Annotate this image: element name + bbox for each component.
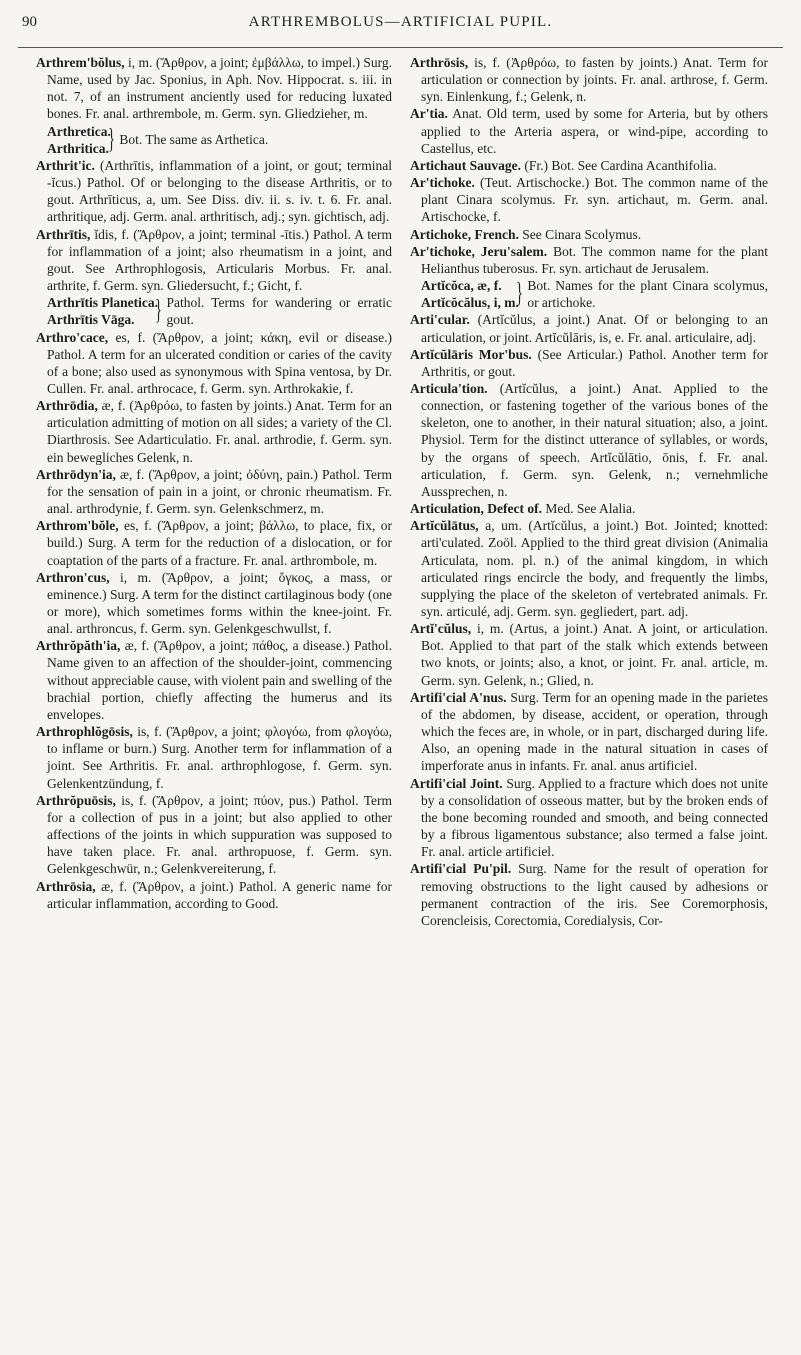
dictionary-entry — [36, 517, 392, 568]
dictionary-entry — [36, 723, 392, 792]
entry-headword: Ar'tichoke, Jeru'salem. — [410, 243, 548, 259]
entry-definition: Bot. Names for the plant Cinara scolymus, or artichoke. — [527, 278, 768, 311]
entry-headword: Arthron'cus, — [36, 569, 110, 585]
bracketed-entry — [36, 123, 392, 157]
entry-headword: Arthrōsis, — [410, 55, 469, 70]
entry-headword: Arthro'cace, — [36, 329, 109, 345]
entry-headword: Articulation, Defect of. — [410, 501, 542, 517]
entry-headword: Arthrōdyn'ia, — [36, 466, 116, 482]
entry-headword: Arthretica. — [47, 123, 111, 139]
brace-mark: } — [107, 123, 115, 155]
entry-headword: Arthrītis Planetica. — [47, 295, 158, 311]
entry-headword: Artifi'cial Joint. — [410, 775, 503, 791]
bracketed-entry — [36, 294, 392, 328]
entry-headword: Artichaut Sauvage. — [410, 157, 521, 173]
dictionary-entry — [36, 54, 392, 123]
dictionary-entry — [410, 174, 768, 225]
dictionary-entry — [36, 878, 392, 912]
entry-definition: (Artĭcŭlus, a joint.) Anat. Applied to the connection, or fastening together of the various bones of the skeleton, one to another, in their natural situation; also, a joint. Physiol. Term for the distinct utterance of syllables, or words, by the organs of speech. Artĭcŭlātio, ōnis, f. Fr. anal. articulation, f. Germ. syn. Gelenk, n.; vernehmliche Aussprechen, n. — [421, 380, 768, 499]
entry-definition: i, m. (Ἄρθρον, a joint; ὄγκος, a mass, or eminence.) Surg. A term for the distinct cartilaginous body (one or more), which sometimes forms within the knee-joint. Fr. anal. arthroncus, f. Germ. syn. Gelenkgeschwullst, f. — [47, 569, 392, 637]
entry-definition: (Arthrītis, inflammation of a joint, or gout; terminal -ĭcus.) Pathol. Of or belonging to the disease Arthritis, or to gout. Arthrīticus, a, um. See Diss. div. ii. s. iv. t. 6. Fr. anal. arthritique, adj. Germ. anal. arthritisch, adj.; syn. gichtisch, adj. — [47, 157, 392, 225]
dictionary-entry — [410, 380, 768, 500]
entry-headword: Arthrit'ic. — [36, 157, 95, 173]
dictionary-entry — [36, 637, 392, 723]
entry-headword: Arti'cular. — [410, 312, 470, 328]
dictionary-entry — [410, 775, 768, 861]
bracketed-entry — [410, 277, 768, 311]
entry-definition: æ, f. (Ἀρθρόω, to fasten by joints.) Anat. Term for an articulation admitting of motion on all sides; a variety of the Cl. Diarthrosis. See Adarticulatio. Fr. anal. arthrodie, f. Germ. syn. ein bewegliches Gelenk, n. — [47, 398, 392, 465]
entry-headword: Arthritica. — [47, 140, 109, 156]
dictionary-entry — [410, 689, 768, 775]
entry-definition: (Teut. Artischocke.) Bot. The common name of the plant Cinara scolymus. Fr. syn. artichaut, m. Germ. anal. Artischocke, f. — [421, 175, 768, 225]
entry-headword: Ar'tichoke. — [410, 175, 475, 191]
dictionary-entry — [410, 620, 768, 689]
entry-definition: Surg. Applied to a fracture which does not unite by a consolidation of osseous matter, but by the broken ends of the bone becoming rounded and smooth, and being connected by a fibrous ligamentous substance; also termed a false joint. Fr. anal. article artificiel. — [421, 775, 768, 860]
dictionary-entry — [36, 329, 392, 398]
entry-headword: Arthrītis Vāga. — [47, 312, 135, 328]
entry-headword: Arthrophlŏgōsis, — [36, 724, 133, 740]
entry-definition: a, um. (Artĭcŭlus, a joint.) Bot. Jointed; knotted: arti'culated. Zoöl. Applied to the third great division (Animalia Articulata, nom. pl. n.) of the animal kingdom, in which articulated rings encircle the body, and frequently the limbs, supplying the place of the skeleton of vertebrated animals. Fr. syn. articulé, adj. Germ. syn. gegliedert, part. adj. — [421, 518, 768, 619]
dictionary-entry — [410, 226, 768, 243]
right-column — [410, 54, 768, 1344]
entry-definition: (Artĭcŭlus, a joint.) Anat. Of or belonging to an articulation, or joint. Artĭcŭlāris, is, e. Fr. anal. articulaire, adj. — [421, 312, 768, 345]
entry-headword: Articula'tion. — [410, 380, 488, 396]
dictionary-entry — [410, 243, 768, 277]
entry-definition: æ, f. (Ἄρθρον, a joint.) Pathol. A generic name for articular inflammation, according to Good. — [47, 878, 392, 911]
entry-headword: Arthrom'bŏle, — [36, 518, 119, 534]
entry-headword: Artĭcŭlāris Mor'bus. — [410, 346, 532, 362]
entry-headword: Arthrŏpăth'ia, — [36, 638, 121, 654]
entry-headword: Arthrōdia, — [36, 398, 98, 414]
page-number: 90 — [22, 14, 37, 30]
entry-definition: æ, f. (Ἄρθρον, a joint; ὀδύνη, pain.) Pathol. Term for the sensation of pain in a joint, or chronic rheumatism. Fr. anal. arthrodynie, f. Germ. syn. Gelenkschmerz, m. — [47, 466, 392, 517]
dictionary-entry — [410, 860, 768, 929]
dictionary-entry — [410, 157, 768, 174]
entry-headword: Ar'tia. — [410, 106, 448, 122]
entry-headword: Artĭcŭlātus, — [410, 518, 479, 534]
dictionary-entry — [410, 311, 768, 345]
entry-definition: See Cinara Scolymus. — [518, 226, 642, 242]
header-rule — [18, 47, 783, 48]
entry-definition: is, f. (Ἄρθρον, a joint; φλογόω, from φλογόω, to inflame or burn.) Surg. Another term for inflammation of a joint. See Arthritis. Fr. anal. arthrophlogose, f. Germ. syn. Gelenkentzündung, f. — [47, 724, 392, 791]
entry-definition: Anat. Old term, used by some for Arteria, but by others applied to the Arteria aspera, or wind-pipe, according to Castellus, etc. — [421, 106, 768, 156]
dictionary-entry — [36, 466, 392, 517]
left-column — [36, 54, 392, 1344]
dictionary-entry — [410, 346, 768, 380]
entry-definition: Bot. The same as Arthetica. — [119, 132, 269, 148]
entry-headword: Arthrŏpuōsis, — [36, 792, 116, 808]
entry-definition: Med. See Alalia. — [541, 501, 636, 517]
dictionary-entry — [410, 54, 768, 105]
entry-definition: Surg. Name for the result of operation for removing obstructions to the light caused by adhesions or permanent contraction of the iris. See Coremorphosis, Corencleisis, Corectomia, Coredialysis, Cor- — [421, 861, 768, 928]
entry-headword: Artĭ'cŭlus, — [410, 621, 472, 637]
entry-definition: is, f. (Ἀρθρόω, to fasten by joints.) Anat. Term for articulation or connection by joints. Fr. anal. arthrose, f. Germ. syn. Einlenkung, f.; Gelenk, n. — [421, 55, 768, 105]
entry-definition: (See Articular.) Pathol. Another term for Arthritis, or gout. — [421, 346, 768, 379]
dictionary-entry — [36, 157, 392, 226]
entry-headword: Artifi'cial Pu'pil. — [410, 861, 512, 877]
dictionary-entry — [410, 105, 768, 156]
entry-headword: Arthrem'bŏlus, — [36, 55, 125, 70]
entry-definition: es, f. (Ἄρθρον, a joint; βάλλω, to place, fix, or build.) Surg. A term for the reduction of a dislocation, or for coaptation of the parts of a fracture. Fr. anal. arthrombole, m. — [47, 518, 392, 568]
entry-definition: is, f. (Ἄρθρον, a joint; πύον, pus.) Pathol. Term for a collection of pus in a joint; but also applied to other affections of the joints in which suppuration was supposed to have taken place. Fr. anal. arthropuose, f. Germ. syn. Gelenkgeschwür, n.; Gelenkvereiterung, f. — [47, 792, 392, 877]
dictionary-entry — [36, 792, 392, 878]
entry-definition: es, f. (Ἄρθρον, a joint; κάκη, evil or disease.) Pathol. A term for an ulcerated condition or caries of the cavity of a bone; also used as synonymous with Spina ventosa, by Dr. Cullen. Fr. anal. arthrocace, f. Germ. syn. Arthrokakie, f. — [47, 329, 392, 396]
dictionary-entry — [36, 397, 392, 466]
dictionary-entry — [36, 569, 392, 638]
entry-definition: (Fr.) Bot. See Cardina Acanthifolia. — [521, 157, 717, 173]
entry-definition: Bot. The common name for the plant Helianthus tuberosus. Fr. syn. artichaut de Jerusalem. — [421, 243, 768, 276]
entry-headword: Artĭcŏca, æ, f. — [421, 278, 502, 294]
dictionary-entry — [410, 500, 768, 517]
brace-mark: } — [515, 278, 523, 310]
entry-definition: Pathol. Terms for wandering or erratic gout. — [166, 295, 392, 328]
dictionary-entry — [410, 517, 768, 620]
entry-definition: Surg. Term for an opening made in the parietes of the abdomen, by disease, accident, or operation, through which the feces are, in whole, or in part, discharged during life. Also, an opening made in the natural situation in cases of imperforate anus in infants. Fr. anal. anus artificiel. — [421, 689, 768, 774]
brace-mark: } — [155, 295, 162, 327]
entry-headword: Arthrōsia, — [36, 878, 96, 894]
page-header — [18, 8, 783, 38]
entry-definition: i, m. (Ἄρθρον, a joint; ἐμβάλλω, to impel.) Surg. Name, used by Jac. Sponius, in Aph. Nov. Hippocrat. s. iii. in not. 7, of an instrument anciently used for reducing luxated bones. Fr. anal. arthrembole, m. Germ. syn. Gliedzieher, m. — [47, 55, 392, 122]
entry-definition: æ, f. (Ἄρθρον, a joint; πάθος, a disease.) Pathol. Name given to an affection of the shoulder-joint, commencing without appreciable cause, with violent pain and swelling of the brachial portion, chiefly affecting the humerus and its envelopes. — [47, 638, 392, 722]
running-head: ARTHREMBOLUS—ARTIFICIAL PUPIL. — [248, 14, 553, 30]
entry-headword: Artifi'cial A'nus. — [410, 689, 507, 705]
dictionary-entry — [36, 226, 392, 295]
entry-headword: Arthrītis, — [36, 226, 91, 242]
entry-headword: Artichoke, French. — [410, 226, 519, 242]
entry-definition: ĭdis, f. (Ἄρθρον, a joint; terminal -ītis.) Pathol. A term for inflammation of a joint; also rheumatism in a joint, and gout. See Arthrophlogosis, Articularis Morbus. Fr. anal. arthrite, f. Germ. syn. Gliedersucht, f.; Gicht, f. — [47, 226, 392, 294]
entry-headword: Artĭcŏcălus, i, m. — [421, 295, 519, 311]
entry-definition: i, m. (Artus, a joint.) Anat. A joint, or articulation. Bot. Applied to that part of the stalk which extends between two knots, or joints; also, a knot, or joint. Fr. anal. article, m. Germ. syn. Gelenk, n.; Glied, n. — [421, 621, 768, 688]
